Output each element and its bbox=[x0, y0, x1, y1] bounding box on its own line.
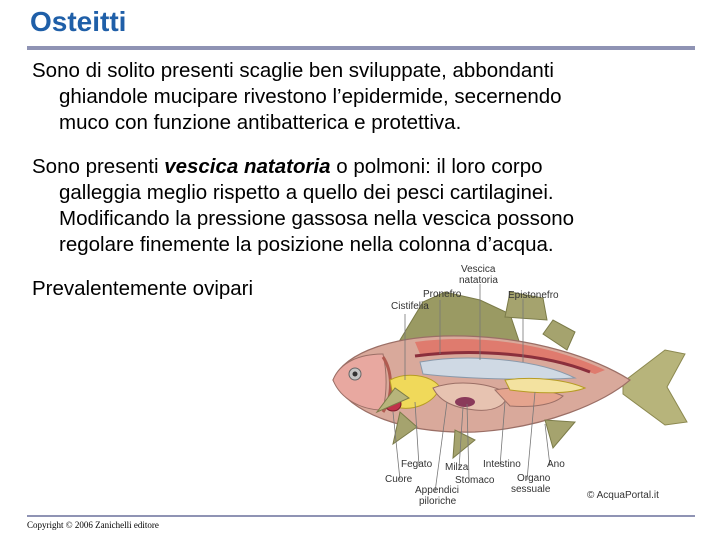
label-sessuale: sessuale bbox=[511, 484, 551, 495]
footer-rule bbox=[27, 515, 695, 517]
label-vescica: Vescica bbox=[461, 264, 496, 275]
fish-anatomy-figure bbox=[305, 262, 695, 514]
emphasis-term: vescica natatoria bbox=[164, 155, 331, 178]
label-natatoria: natatoria bbox=[459, 275, 498, 286]
label-pronefro: Pronefro bbox=[423, 289, 462, 300]
paragraph-line: muco con funzione antibatterica e protettiva. bbox=[59, 111, 462, 134]
fish-pupil-icon bbox=[353, 372, 358, 377]
label-milza: Milza bbox=[445, 462, 469, 473]
label-appendici: Appendici bbox=[415, 485, 459, 496]
label-epistonefro: Epistonefro bbox=[508, 290, 559, 301]
paragraph-scales bbox=[32, 58, 682, 136]
text-run: o polmoni: il loro corpo bbox=[330, 155, 543, 178]
label-piloriche: piloriche bbox=[419, 496, 457, 507]
paragraph-line: galleggia meglio rispetto a quello dei pesci cartilaginei. bbox=[59, 181, 554, 204]
label-cistifelia: Cistifelia bbox=[391, 301, 429, 312]
text-run: Sono presenti bbox=[32, 155, 165, 178]
label-stomaco: Stomaco bbox=[455, 475, 495, 486]
title-underline bbox=[27, 46, 695, 50]
label-organo: Organo bbox=[517, 473, 551, 484]
paragraph-line: Modificando la pressione gassosa nella vescica possono bbox=[59, 207, 575, 230]
label-intestino: Intestino bbox=[483, 459, 521, 470]
paragraph-line: ghiandole mucipare rivestono l’epidermide, secernendo bbox=[59, 85, 562, 108]
paragraph-oviparous: Prevalentemente ovipari bbox=[32, 277, 254, 300]
paragraph-line: regolare finemente la posizione nella colonna d’acqua. bbox=[59, 233, 554, 256]
label-fegato: Fegato bbox=[401, 459, 433, 470]
label-cuore: Cuore bbox=[385, 474, 413, 485]
slide-title: Osteitti bbox=[30, 6, 127, 37]
paragraph-swim-bladder bbox=[32, 154, 682, 258]
spleen-icon bbox=[455, 397, 475, 407]
figure-credit: © AcquaPortal.it bbox=[587, 490, 659, 501]
paragraph-line bbox=[32, 155, 543, 178]
paragraph-line: Sono di solito presenti scaglie ben sviluppate, abbondanti bbox=[32, 59, 554, 82]
copyright-notice: Copyright © 2006 Zanichelli editore bbox=[27, 520, 159, 530]
label-ano: Ano bbox=[547, 459, 565, 470]
